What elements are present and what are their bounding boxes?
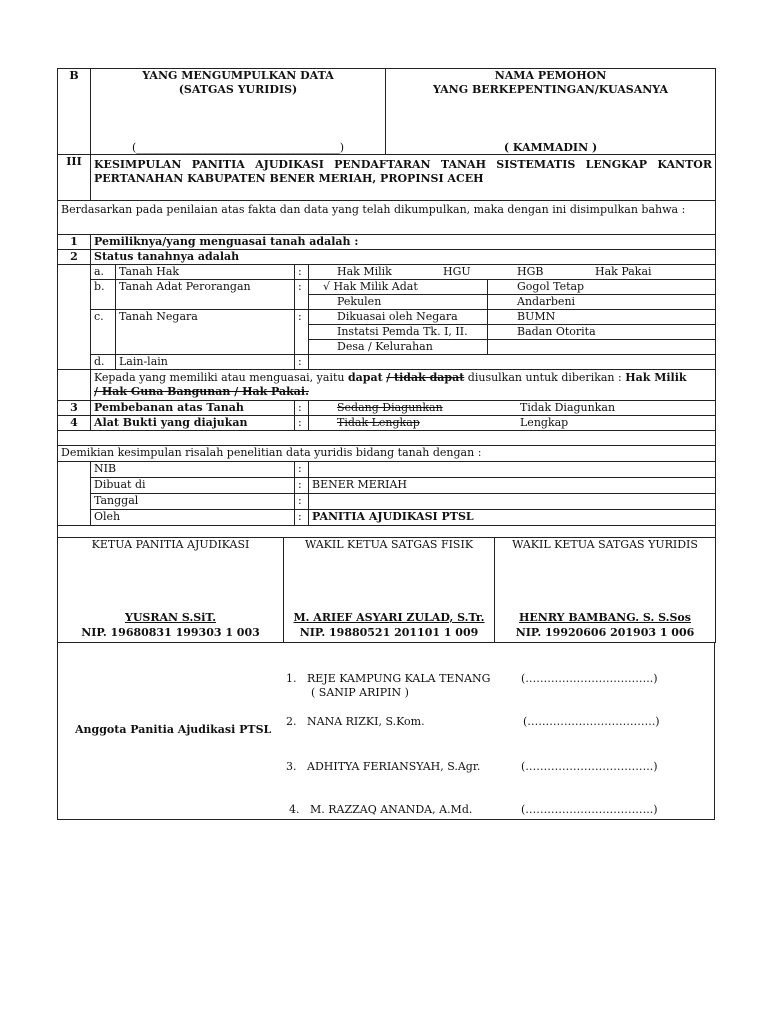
blank-cell [488,339,716,354]
collector-title-2: (SATGAS YURIDIS) [178,83,298,96]
fields-blank-col [58,462,91,526]
opt-hgb: HGB [517,264,544,278]
signature-ketua [58,538,284,643]
members-cell [58,643,715,820]
opt-hak-milik: Hak Milik [337,264,392,278]
opt-bumn: BUMN [488,309,716,324]
row-a-label: Tanah Hak [116,264,295,279]
applicant-title-2: YANG BERKEPENTINGAN/KUASANYA [432,83,668,96]
member-name: M. RAZZAQ ANANDA, A.Md. [310,803,473,816]
row-d-label: Lain-lain [116,354,295,369]
signature-table [57,538,716,643]
row-a-letter: a. [91,264,116,279]
proposal-blank [58,369,91,400]
member-name: ADHITYA FERIANSYAH, S.Agr. [307,760,481,773]
item-1-label: Pemiliknya/yang menguasai tanah adalah : [91,234,716,249]
opt-sedang-diagunkan: Sedang Diagunkan [337,400,443,414]
item-3-number: 3 [58,400,91,415]
signature-ketua-title: KETUA PANITIA AJUDIKASI [91,538,250,551]
member-item: 3. ADHITYA FERIANSYAH, S.Agr. (……………………………..) [286,760,658,773]
item-4-number: 4 [58,415,91,430]
members-label: Anggota Panitia Ajudikasi PTSL [75,723,272,736]
members-table [57,643,715,820]
item-4-colon: : [295,415,309,430]
opt-gogol-tetap: Gogol Tetap [488,279,716,294]
opt-pekulen: Pekulen [309,294,488,309]
signature-wakil-fisik-title: WAKIL KETUA SATGAS FISIK [304,538,474,551]
opt-tidak-lengkap: Tidak Lengkap [337,415,420,429]
row-b-colon: : [295,279,309,309]
opt-hak-pakai: Hak Pakai [595,264,652,278]
opt-andarbeni: Andarbeni [488,294,716,309]
row-a-options [309,264,716,279]
row-a-colon: : [295,264,309,279]
member-signature-line: (……………………………..) [521,803,658,816]
applicant-cell [386,69,716,155]
field-nib-value [309,462,716,478]
intro-text: Berdasarkan pada penilaian atas fakta dan data yang telah dikumpulkan, maka dengan ini disimpulkan bahwa : [58,201,716,234]
item-4-options [309,415,716,430]
header-table [57,68,716,201]
member-signature-line: (……………………………..) [523,715,660,728]
conclusion-table [57,446,716,539]
signature-wakil-yuridis-title: WAKIL KETUA SATGAS YURIDIS [512,538,698,551]
field-dibuat-value: BENER MERIAH [309,478,716,494]
member-name: REJE KAMPUNG KALA TENANG [307,672,491,685]
collector-signature-line: (_____________________________________) [131,141,345,154]
signature-wakil-yuridis [495,538,716,643]
item-4-label: Alat Bukti yang diajukan [91,415,295,430]
item-3-label: Pembebanan atas Tanah [91,400,295,415]
member-subname: ( SANIP ARIPIN ) [311,686,409,699]
item-1-number: 1 [58,234,91,249]
field-nib-label: NIB [91,462,295,478]
status-table [57,201,716,446]
field-dibuat-label: Dibuat di [91,478,295,494]
field-tanggal-label: Tanggal [91,494,295,510]
field-tanggal-value [309,494,716,510]
member-item: 1. REJE KAMPUNG KALA TENANG ( SANIP ARIPIN ) (……………………………..) [286,672,658,699]
check-mark-icon: √ [323,279,331,293]
field-tanggal-colon: : [295,494,309,510]
conclusion-text: Demikian kesimpulan risalah penelitian data yuridis bidang tanah dengan : [58,446,716,462]
applicant-signature: ( KAMMADIN ) [503,141,598,154]
member-item: 2. NANA RIZKI, S.Kom. (……………………………..) [286,715,660,728]
opt-instansi-pemda: Instatsi Pemda Tk. I, II. [309,324,488,339]
field-oleh-value: PANITIA AJUDIKASI PTSL [309,510,716,526]
collector-title-1: YANG MENGUMPULKAN DATA [142,69,334,82]
opt-dikuasai-negara: Dikuasai oleh Negara [309,309,488,324]
section-iii-label: III [58,155,91,201]
row-d-colon: : [295,354,309,369]
item-3-options [309,400,716,415]
opt-hak-milik-adat: √ Hak Milik Adat [309,279,488,294]
row-b-label: Tanah Adat Perorangan [116,279,295,309]
member-name: NANA RIZKI, S.Kom. [307,715,425,728]
member-signature-line: (……………………………..) [521,760,658,773]
opt-badan-otorita: Badan Otorita [488,324,716,339]
item-2-label: Status tanahnya adalah [91,249,716,264]
opt-desa-kelurahan: Desa / Kelurahan [309,339,488,354]
row-d-letter: d. [91,354,116,369]
row-c-label: Tanah Negara [116,309,295,354]
row-b-letter: b. [91,279,116,309]
status-blank-col [58,264,91,369]
spacer-row-2 [58,526,716,538]
signature-wakil-yuridis-name: HENRY BAMBANG. S. S.Sos [519,611,691,624]
row-c-colon: : [295,309,309,354]
opt-lengkap: Lengkap [520,415,569,429]
row-c-letter: c. [91,309,116,354]
document-form [57,68,715,820]
opt-tidak-diagunkan: Tidak Diagunkan [520,400,616,414]
applicant-title-1: NAMA PEMOHON [494,69,607,82]
opt-hgu: HGU [443,264,471,278]
member-signature-line: (……………………………..) [521,672,658,685]
field-oleh-colon: : [295,510,309,526]
signature-ketua-nip: NIP. 19680831 199303 1 003 [81,626,260,639]
item-3-colon: : [295,400,309,415]
signature-wakil-fisik-name: M. ARIEF ASYARI ZULAD, S.Tr. [293,611,485,624]
item-2-number: 2 [58,249,91,264]
signature-wakil-yuridis-nip: NIP. 19920606 201903 1 006 [515,626,695,639]
field-oleh-label: Oleh [91,510,295,526]
signature-wakil-fisik-nip: NIP. 19880521 201101 1 009 [299,626,479,639]
row-d-value [309,354,716,369]
collector-cell [91,69,386,155]
signature-wakil-fisik [284,538,495,643]
field-dibuat-colon: : [295,478,309,494]
field-nib-colon: : [295,462,309,478]
signature-ketua-name: YUSRAN S.SiT. [124,611,217,624]
proposal-text: Kepada yang memiliki atau menguasai, yaitu dapat / tidak dapat diusulkan untuk diberikan : Hak Milik / Hak Guna Bangunan / Hak Pakai. [91,369,716,400]
spacer-row [58,430,716,445]
member-item: 4. M. RAZZAQ ANANDA, A.Md. (……………………………..) [289,803,658,816]
section-iii-title: KESIMPULAN PANITIA AJUDIKASI PENDAFTARAN TANAH SISTEMATIS LENGKAP KANTOR PERTANAHAN KABUPATEN BENER MERIAH, PROPINSI ACEH [91,155,716,201]
section-b-label: B [58,69,91,155]
